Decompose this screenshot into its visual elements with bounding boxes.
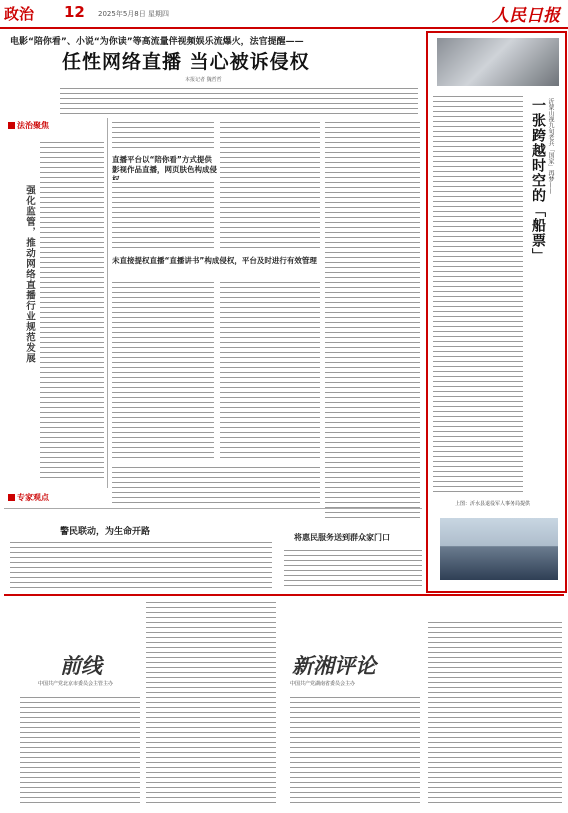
article-body-col1b <box>112 180 214 250</box>
bottom-story-body-2 <box>284 548 422 590</box>
divider <box>4 594 564 596</box>
article-body-col1c <box>112 280 214 460</box>
feature-body <box>433 94 523 494</box>
article-body-col1 <box>112 120 214 152</box>
bottom-story-headline-1: 警民联动，为生命开路 <box>60 527 151 537</box>
rule-focus-label <box>8 120 49 131</box>
ad-subtitle-1: 中国共产党北京市委员会主管主办 <box>38 681 114 687</box>
ad-masthead-1: 前线 <box>60 653 102 678</box>
lead-byline: 本报记者 魏哲哲 <box>185 77 222 83</box>
article-body-col2c <box>220 280 320 460</box>
ad-contents-3 <box>290 695 420 805</box>
issue-date: 2025年5月8日 星期四 <box>98 10 169 18</box>
ad-masthead-2: 新湘评论 <box>292 653 376 678</box>
feature-title: 一张跨越时空的「船票」 <box>530 98 546 263</box>
article-body-col3 <box>325 120 420 520</box>
article-body-col2 <box>220 120 320 250</box>
ad-subtitle-2: 中国共产党湖南省委员会主办 <box>290 681 356 687</box>
section-name: 政治 <box>4 5 35 23</box>
page-number: 12 <box>64 3 85 21</box>
bottom-story-body-1 <box>10 540 272 588</box>
lead-intro-text <box>60 86 418 118</box>
ad-contents-1 <box>20 695 140 805</box>
feature-caption: 上图：沂水县退役军人事务局提供 <box>455 501 531 507</box>
square-icon <box>8 494 15 501</box>
masthead-logo: 人民日报 <box>492 6 560 26</box>
ad-contents-2 <box>146 600 276 805</box>
feature-kicker: 沂蒙山视九旬老兵「国家」再梦—— <box>547 98 554 194</box>
subhead-2: 未直接提权直播“直播讲书”构成侵权，平台及时进行有效管理 <box>112 256 317 265</box>
page-header <box>0 0 568 29</box>
subhead-1: 直播平台以“陪你看”方式提供影视作品直播，网页肤色构成侵 <box>112 155 217 174</box>
bottom-story-headline-2: 将惠民服务送到群众家门口 <box>294 533 390 542</box>
ad-contents-4 <box>428 620 562 805</box>
feature-photo <box>437 38 559 86</box>
divider <box>107 118 108 488</box>
square-icon <box>8 122 15 129</box>
column-body <box>40 140 104 480</box>
lead-headline: 任性网络直播 当心被诉侵权 <box>62 51 310 73</box>
column-title: 强化监管，推动网络直播行业规范发展 <box>24 185 35 364</box>
commentary-label <box>8 492 49 503</box>
lead-kicker: 电影“陪你看”、小说“为你读”等高流量伴视频娱乐流爆火，法官提醒—— <box>10 37 304 47</box>
feature-photo-bottom <box>440 518 558 580</box>
divider <box>4 508 422 509</box>
rule-focus-text: 法治聚焦 <box>17 121 49 130</box>
commentary-text: 专家观点 <box>17 493 49 502</box>
article-body-bottom <box>112 465 320 505</box>
